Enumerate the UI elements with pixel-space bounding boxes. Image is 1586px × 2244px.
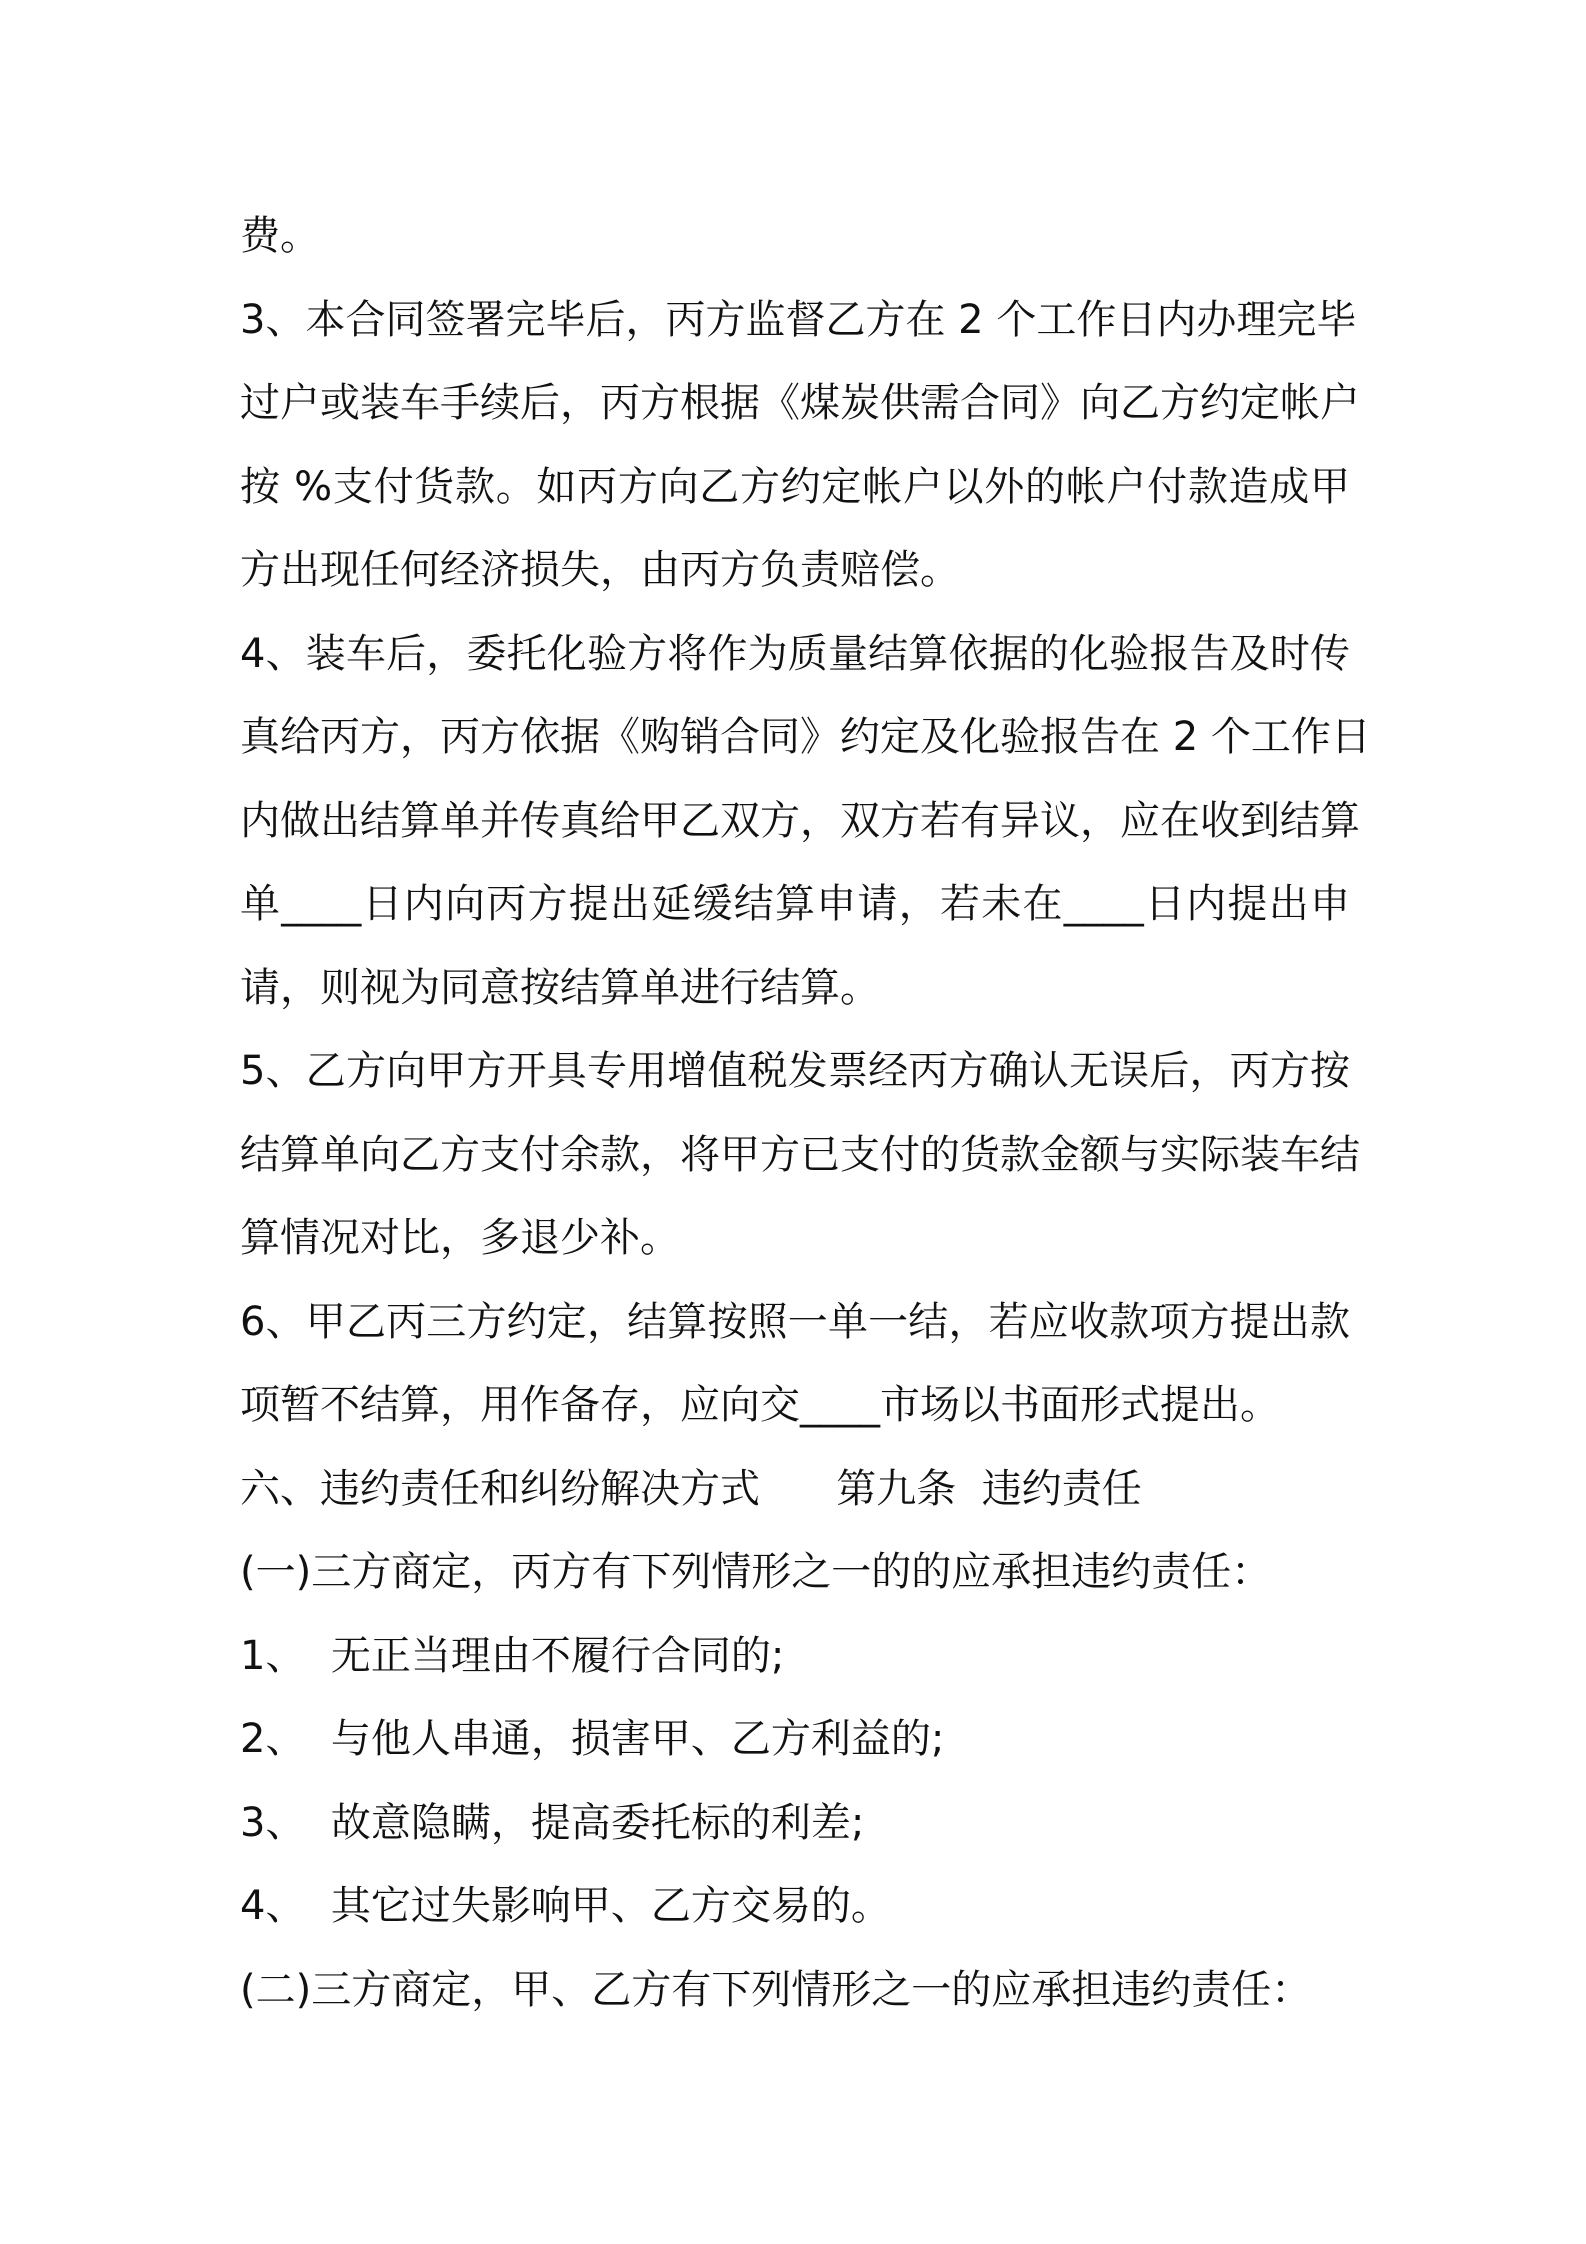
text-line: 3、本合同签署完毕后，丙方监督乙方在 2 个工作日内办理完毕 [240,296,1357,343]
section-heading: 六、违约责任和纠纷解决方式 第九条 违约责任 [240,1465,1142,1512]
text-line: 5、乙方向甲方开具专用增值税发票经丙方确认无误后，丙方按 [240,1048,1350,1094]
document-body [240,195,1371,2032]
text-line: 请，则视为同意按结算单进行结算。 [240,964,880,1011]
text-line: 按 %支付货款。如丙方向乙方约定帐户以外的帐户付款造成甲 [240,463,1350,510]
text-line: (一)三方商定，丙方有下列情形之一的的应承担违约责任： [240,1549,1272,1595]
text-line: 真给丙方，丙方依据《购销合同》约定及化验报告在 2 个工作日 [240,714,1371,760]
text-line: 4、装车后，委托化验方将作为质量结算依据的化验报告及时传 [240,630,1350,677]
text-line: 方出现任何经济损失，由丙方负责赔偿。 [240,547,960,593]
list-item: 3、 故意隐瞒，提高委托标的利差; [240,1799,865,1846]
list-item: 1、 无正当理由不履行合同的; [240,1632,785,1679]
text-line: 项暂不结算，用作备存，应向交____市场以书面形式提出。 [240,1382,1280,1428]
text-line: 算情况对比，多退少补。 [240,1215,680,1261]
list-item: 2、 与他人串通，损害甲、乙方利益的; [240,1716,945,1762]
text-line: 6、甲乙丙三方约定，结算按照一单一结，若应收款项方提出款 [240,1298,1350,1345]
text-line: 费。 [240,213,320,259]
text-line: 过户或装车手续后，丙方根据《煤炭供需合同》向乙方约定帐户 [240,380,1360,426]
text-line: 内做出结算单并传真给甲乙双方，双方若有异议，应在收到结算 [240,797,1360,844]
list-item: 4、 其它过失影响甲、乙方交易的。 [240,1883,891,1929]
text-line: 单____日内向丙方提出延缓结算申请，若未在____日内提出申 [240,881,1350,927]
text-line: 结算单向乙方支付余款，将甲方已支付的货款金额与实际装车结 [240,1131,1360,1178]
text-line: (二)三方商定，甲、乙方有下列情形之一的应承担违约责任： [240,1966,1312,2013]
